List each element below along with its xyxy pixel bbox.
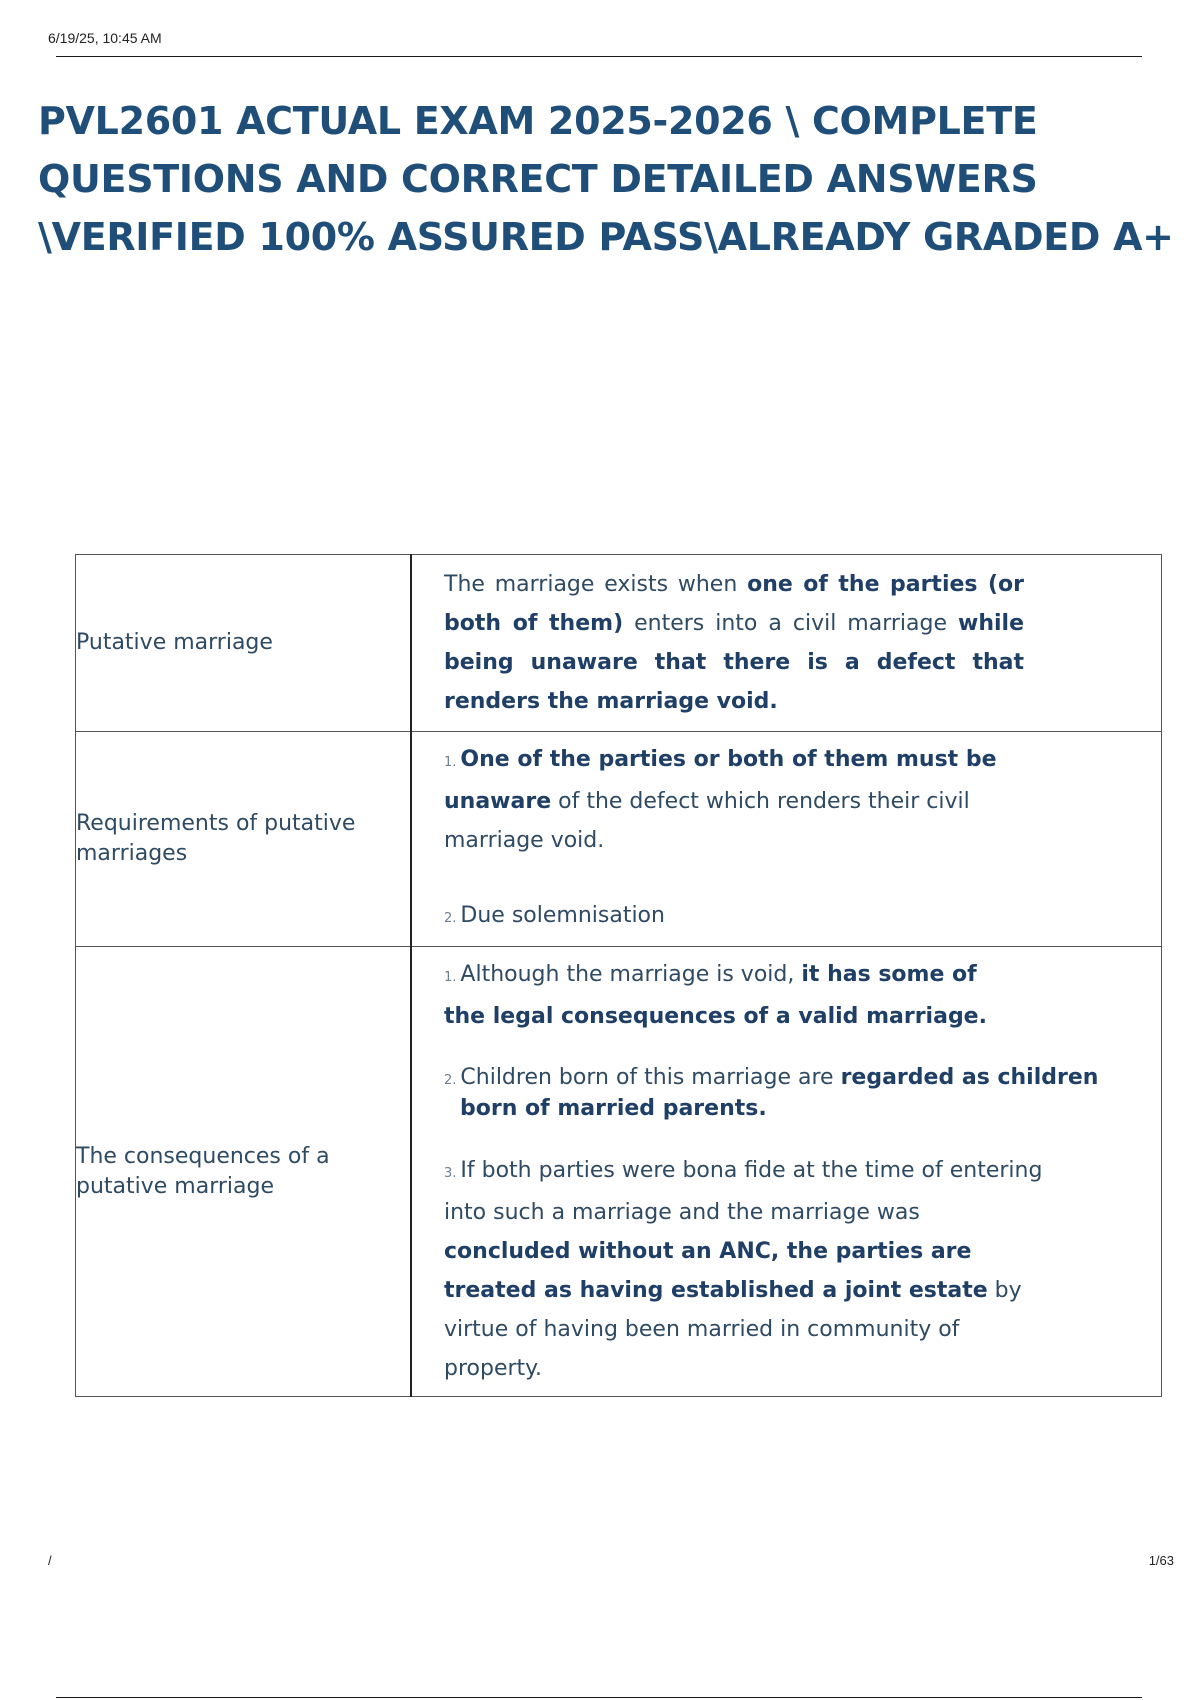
page-number: 1/63 xyxy=(1148,1553,1174,1568)
term-label: Requirements of putative marriages xyxy=(76,811,356,866)
answer-span: by virtue of having been married in community of property. xyxy=(444,1278,1022,1381)
item-number: 2. xyxy=(444,1073,457,1088)
spacer xyxy=(444,1123,1151,1151)
answer-emphasis: concluded without an ANC, the parties are treated as having established a joint estate xyxy=(444,1239,988,1303)
item-number: 3. xyxy=(444,1166,457,1181)
answer-span: Children born of this marriage are xyxy=(460,1065,841,1090)
list-item xyxy=(444,740,1004,860)
answer-span: of the defect which renders their civil marriage void. xyxy=(444,789,970,853)
answer-emphasis: one of the parties (or both of them) xyxy=(444,572,1024,636)
term-cell xyxy=(76,555,412,732)
table-row xyxy=(76,732,1162,947)
list-item xyxy=(444,955,1004,1036)
term-label: The consequences of a putative marriage xyxy=(76,1143,330,1199)
list-item xyxy=(444,896,1151,938)
answer-span: enters into a civil marriage xyxy=(623,611,959,636)
header-divider xyxy=(56,56,1142,57)
item-number: 2. xyxy=(444,911,457,926)
answer-cell xyxy=(411,732,1162,947)
term-label: Putative marriage xyxy=(76,630,273,655)
footer-divider xyxy=(56,1697,1142,1698)
document-title: PVL2601 ACTUAL EXAM 2025-2026 \ COMPLETE QUESTIONS AND CORRECT DETAILED ANSWERS \VERIFIED 100% ASSURED PASS\ALREADY GRADED A+ xyxy=(38,99,1174,259)
answer-span: Due solemnisation xyxy=(460,903,665,928)
spacer xyxy=(444,1036,1151,1064)
spacer xyxy=(444,860,1151,896)
item-number: 1. xyxy=(444,755,457,770)
term-cell xyxy=(76,947,412,1397)
answer-emphasis: it has some of the legal consequences of a valid marriage. xyxy=(444,962,987,1029)
table-row xyxy=(76,555,1162,732)
answer-text xyxy=(444,565,1024,721)
term-cell xyxy=(76,732,412,947)
answer-emphasis: regarded as children born of married parents. xyxy=(460,1065,1099,1121)
list-item xyxy=(444,1064,1151,1123)
table-row xyxy=(76,947,1162,1397)
answer-cell xyxy=(411,555,1162,732)
qa-table xyxy=(75,554,1162,1397)
list-item xyxy=(444,1151,1044,1388)
item-number: 1. xyxy=(444,970,457,985)
answer-emphasis: One of the parties or both of them must be unaware xyxy=(444,747,997,814)
answer-cell xyxy=(411,947,1162,1397)
answer-emphasis: while being unaware that there is a defect that renders the marriage void. xyxy=(444,611,1025,714)
print-timestamp: 6/19/25, 10:45 AM xyxy=(48,30,162,46)
answer-span: The marriage exists when xyxy=(444,572,748,597)
answer-span: If both parties were bona fide at the time of entering into such a marriage and the marriage was xyxy=(444,1158,1043,1225)
answer-span: Although the marriage is void, xyxy=(460,962,802,987)
footer-url: / xyxy=(48,1553,52,1568)
